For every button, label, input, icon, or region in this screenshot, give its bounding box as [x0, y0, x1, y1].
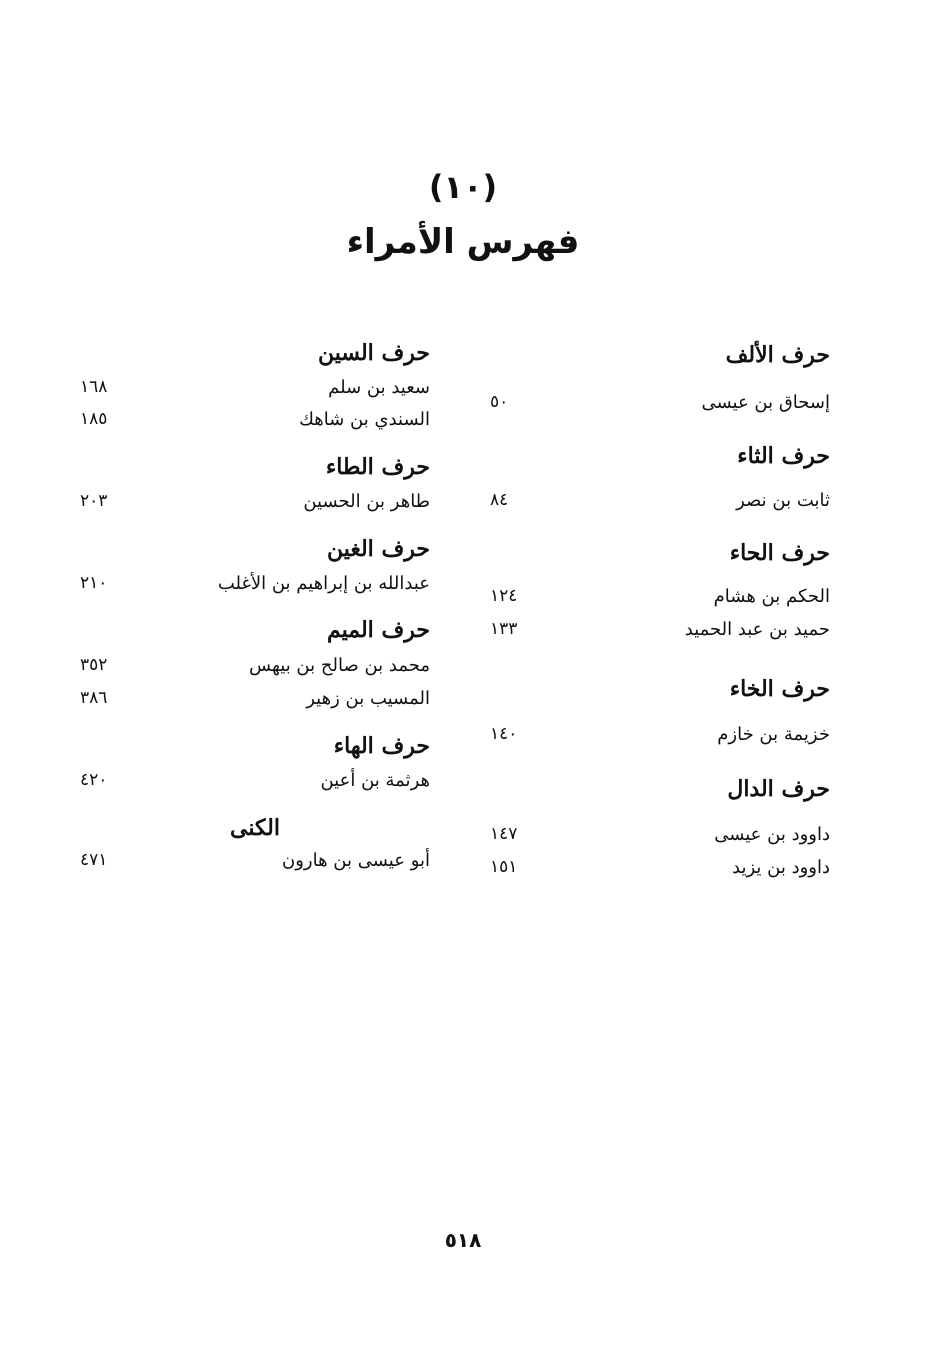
entry-page: ١٤٠ [490, 724, 518, 744]
entry-page: ٢١٠ [80, 573, 108, 593]
index-entry [470, 857, 830, 887]
entry-name: محمد بن صالح بن بيهس [249, 655, 430, 676]
section-heading: حرف الألف [725, 342, 830, 368]
entry-name: الحكم بن هشام [713, 586, 830, 607]
section-heading: حرف الدال [727, 776, 830, 802]
entry-name: إسحاق بن عيسى [701, 392, 830, 413]
section-heading: حرف الغين [326, 536, 430, 562]
index-entry [70, 377, 430, 407]
entry-page: ٣٥٢ [80, 655, 108, 675]
entry-page: ١٣٣ [490, 619, 518, 639]
entry-name: عبدالله بن إبراهيم بن الأغلب [217, 573, 430, 594]
section-heading: حرف الحاء [729, 540, 830, 566]
footer-page-number: ٥١٨ [444, 1228, 482, 1252]
section-heading: حرف الخاء [729, 676, 830, 702]
section-heading: حرف السين [317, 340, 430, 366]
index-entry [70, 688, 430, 718]
entry-name: طاهر بن الحسين [303, 491, 430, 512]
entry-name: ثابت بن نصر [736, 490, 830, 511]
section-heading: حرف الثاء [737, 443, 830, 469]
index-entry [70, 491, 430, 521]
index-entry [70, 573, 430, 603]
entry-page: ٣٨٦ [80, 688, 108, 708]
index-number: (١٠) [428, 168, 498, 206]
index-entry [470, 392, 830, 422]
entry-page: ١٤٧ [490, 824, 518, 844]
entry-page: ٥٠ [490, 392, 509, 412]
page-title: فهرس الأمراء [346, 222, 580, 262]
entry-name: سعيد بن سلم [328, 377, 430, 398]
index-entry [470, 724, 830, 754]
entry-name: داوود بن يزيد [732, 857, 830, 878]
entry-page: ٤٧١ [80, 850, 108, 870]
entry-page: ١٨٥ [80, 409, 108, 429]
entry-page: ٨٤ [490, 490, 509, 510]
entry-page: ١٦٨ [80, 377, 108, 397]
index-entry [70, 409, 430, 439]
entry-name: السندي بن شاهك [299, 409, 430, 430]
index-entry [70, 850, 430, 880]
entry-name: المسيب بن زهير [306, 688, 430, 709]
entry-page: ١٥١ [490, 857, 518, 877]
entry-name: أبو عيسى بن هارون [282, 850, 430, 871]
entry-page: ١٢٤ [490, 586, 518, 606]
index-entry [70, 770, 430, 800]
entry-name: خزيمة بن خازم [717, 724, 830, 745]
entry-name: حميد بن عبد الحميد [684, 619, 830, 640]
index-entry [70, 655, 430, 685]
entry-name: هرثمة بن أعين [320, 770, 430, 791]
section-heading: الكنى [230, 815, 280, 841]
section-heading: حرف الميم [326, 617, 430, 643]
section-heading: حرف الطاء [325, 454, 430, 480]
index-entry [470, 586, 830, 616]
index-entry [470, 619, 830, 649]
index-entry [470, 824, 830, 854]
section-heading: حرف الهاء [333, 733, 430, 759]
entry-page: ٤٢٠ [80, 770, 108, 790]
entry-name: داوود بن عيسى [714, 824, 830, 845]
entry-page: ٢٠٣ [80, 491, 108, 511]
index-entry [470, 490, 830, 520]
